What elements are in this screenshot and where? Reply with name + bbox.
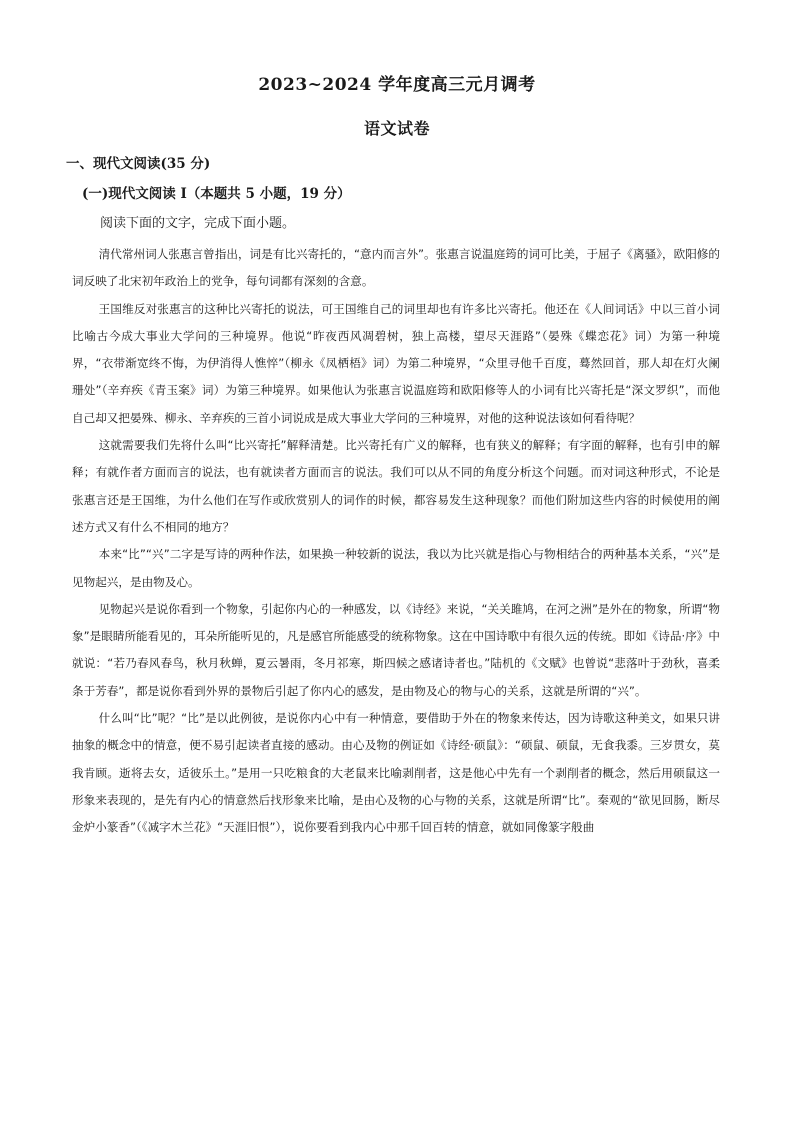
exam-title: 2023~2024 学年度高三元月调考 <box>258 75 536 95</box>
passage-paragraph: 清代常州词人张惠言曾指出，词是有比兴寄托的，“意内而言外”。张惠言说温庭筠的词可比美，于屈子《离骚》，欧阳修的词反映了北宋初年政治上的党争，每句词都有深刻的含意。 <box>72 247 720 289</box>
passage-paragraph: 什么叫“比”呢？“比”是以此例彼，是说你内心中有一种情意，要借助于外在的物象来传达，因为诗歌这种美文，如果只讲抽象的概念中的情意，便不易引起读者直接的感动。由心及物的例证如《诗经·硕鼠》：“硕鼠、硕鼠，无食我黍。三岁贯女，莫我肯顾。逝将去女，适彼乐土。”是用一只吃粮食的大老鼠来比喻剥削者，这是他心中先有一个剥削者的概念，然后用硕鼠这一形象来表现的，是先有内心的情意然后找形象来比喻，是由心及物的心与物的关系，这就是所谓“比”。秦观的“欲见回肠，断尽金炉小篆香”（《减字木兰花》“天涯旧恨”），说你要看到我内心中那千回百转的情意，就如同像篆字般曲 <box>72 711 720 835</box>
passage-paragraph: 王国维反对张惠言的这种比兴寄托的说法，可王国维自己的词里却也有许多比兴寄托。他还在《人间词话》中以三首小词比喻古今成大事业大学问的三种境界。他说“昨夜西风凋碧树，独上高楼，望尽天涯路”（晏殊《蝶恋花》词）为第一种境界，“衣带渐宽终不悔，为伊消得人憔悴”（柳永《凤栖梧》词）为第二种境界，“众里寻他千百度，蓦然回首，那人却在灯火阑珊处”（辛弃疾《青玉案》词）为第三种境界。如果他认为张惠言说温庭筠和欧阳修等人的小词有比兴寄托是“深文罗织”，而他自己却又把晏殊、柳永、辛弃疾的三首小词说成是成大事业大学问的三种境界，对他的这种说法该如何看待呢？ <box>72 301 720 425</box>
exam-subtitle: 语文试卷 <box>363 119 430 138</box>
reading-passage <box>72 241 720 842</box>
passage-paragraph: 见物起兴是说你看到一个物象，引起你内心的一种感发，以《诗经》来说，“关关雎鸠，在河之洲”是外在的物象，所谓“物象”是眼睛所能看见的，耳朵所能听见的，凡是感官所能感受的统称物象。这在中国诗歌中有很久远的传统。即如《诗品·序》中就说：“若乃春风春鸟，秋月秋蝉，夏云暑雨，冬月祁寒，斯四候之感诸诗者也。”陆机的《文赋》也曾说“悲落叶于劲秋，喜柔条于芳春”，都是说你看到外界的景物后引起了你内心的感发，是由物及心的物与心的关系，这就是所谓的“兴”。 <box>72 601 720 698</box>
subsection-heading: (一)现代文阅读 I（本题共 5 小题，19 分） <box>82 186 351 202</box>
passage-paragraph: 本来“比”“兴”二字是写诗的两种作法，如果换一种较新的说法，我以为比兴就是指心与物相结合的两种基本关系，“兴”是见物起兴，是由物及心。 <box>72 547 720 589</box>
passage-paragraph: 这就需要我们先将什么叫“比兴寄托”解释清楚。比兴寄托有广义的解释，也有狭义的解释；有字面的解释，也有引申的解释；有就作者方面而言的说法，也有就读者方面而言的说法。我们可以从不同的角度分析这个问题。而对词这种形式，不论是张惠言还是王国维，为什么他们在写作或欣赏别人的词作的时候，都容易发生这种现象？而他们附加这些内容的时候使用的阐述方式又有什么不相同的地方？ <box>72 438 720 534</box>
reading-instruction: 阅读下面的文字，完成下面小题。 <box>100 216 296 231</box>
section-heading: 一、现代文阅读(35 分) <box>66 156 211 172</box>
